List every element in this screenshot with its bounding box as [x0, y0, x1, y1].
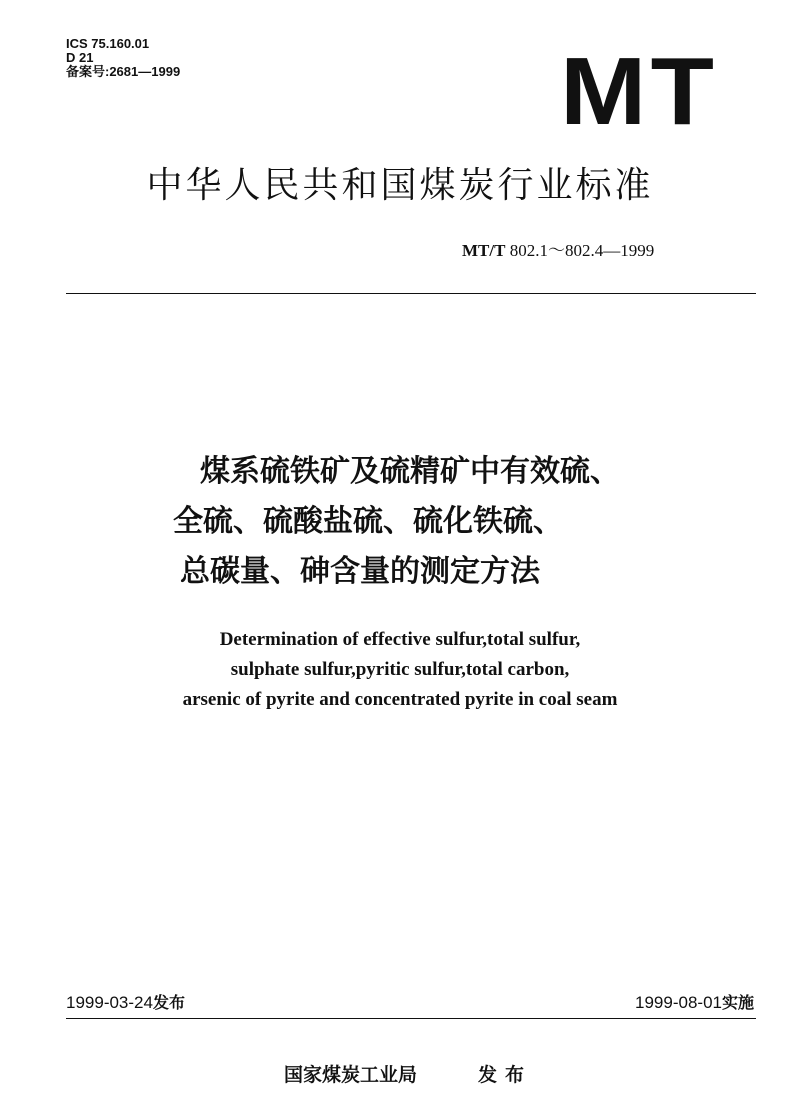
english-title-line-1: Determination of effective sulfur,total sulfur, — [219, 629, 581, 650]
standard-range: 802.1～802.4—1999 — [509, 241, 655, 260]
standard-prefix: MT/T — [462, 241, 506, 260]
record-number: 备案号:2681—1999 — [66, 64, 181, 79]
issue-label: 发布 — [478, 1064, 533, 1086]
top-divider — [66, 293, 756, 294]
english-title-line-2: sulphate sulfur,pyritic sulfur,total carbon, — [230, 659, 570, 680]
publish-date-value: 1999-03-24 — [66, 993, 153, 1012]
publish-date — [66, 992, 185, 1014]
bottom-divider — [66, 1018, 756, 1019]
classification-code: D 21 — [66, 50, 94, 65]
mt-logo: MT — [560, 38, 719, 145]
implement-label: 实施 — [721, 993, 754, 1012]
chinese-title-line-1: 煤系硫铁矿及硫精矿中有效硫、 — [200, 454, 620, 489]
ics-code: ICS 75.160.01 — [66, 36, 150, 51]
implement-date — [635, 992, 754, 1014]
english-title-line-3: arsenic of pyrite and concentrated pyrite in coal seam — [182, 689, 618, 710]
chinese-title-line-3: 总碳量、砷含量的测定方法 — [180, 554, 540, 589]
standard-number — [462, 240, 654, 262]
publish-label: 发布 — [152, 993, 185, 1012]
chinese-title-line-2: 全硫、硫酸盐硫、硫化铁硫、 — [173, 504, 563, 539]
issuing-authority: 国家煤炭工业局 — [284, 1064, 418, 1086]
organization-title: 中华人民共和国煤炭行业标准 — [146, 165, 654, 206]
implement-date-value: 1999-08-01 — [635, 993, 722, 1012]
